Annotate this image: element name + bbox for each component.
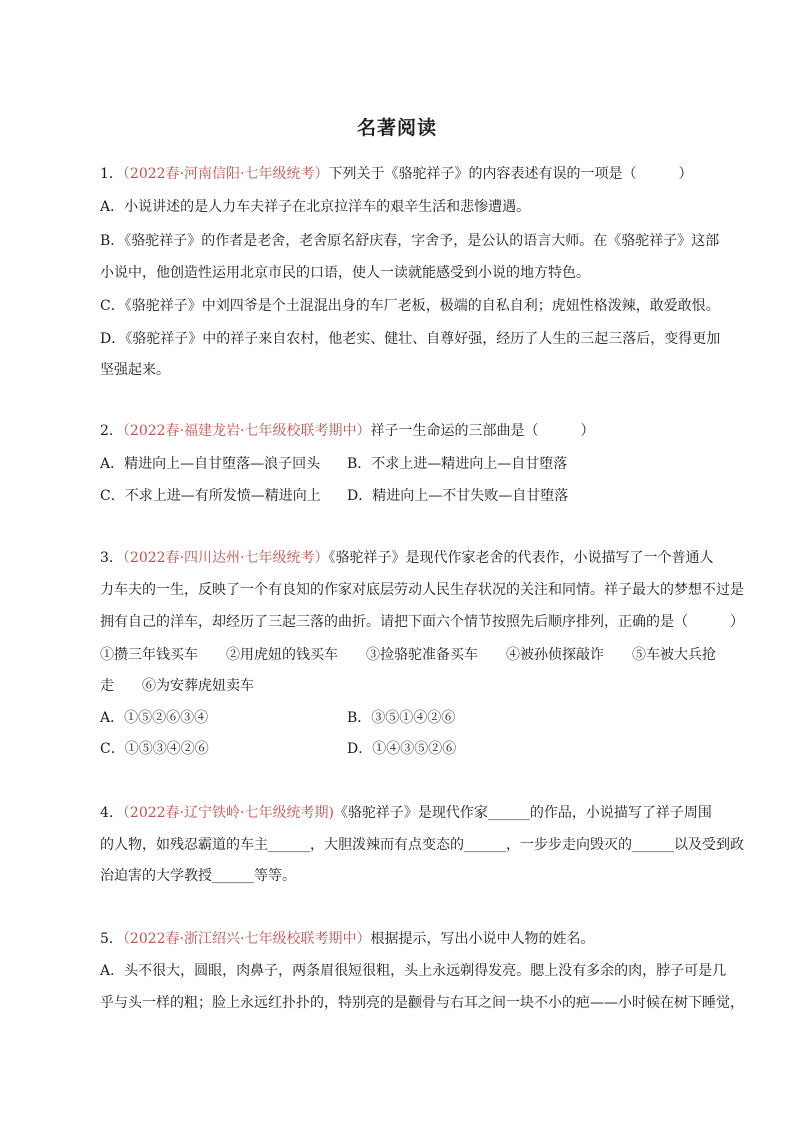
question-3-option-b: B．③⑤①④②⑥	[347, 710, 456, 726]
question-3-items-line1: ①攒三年钱买车 ②用虎妞的钱买车 ③捡骆驼准备买车 ④被孙侦探敲诈 ⑤车被大兵抢	[100, 647, 716, 663]
question-2-option-c: C．不求上进—有所发愤—精进向上	[100, 488, 321, 504]
question-3-stem-line2: 力车夫的一生，反映了一个有良知的作家对底层劳动人民生存状况的关注和同情。祥子最大的梦想不过是	[100, 582, 744, 598]
question-1-option-a: A．小说讲述的是人力车夫祥子在北京拉洋车的艰辛生活和悲惨遭遇。	[100, 199, 531, 215]
question-text: 《骆驼祥子》是现代作家______的作品，小说描写了祥子周围	[333, 805, 712, 821]
question-number: 2．	[100, 423, 123, 439]
question-5-option-a-line1: A．头不很大，圆眼，肉鼻子，两条眉很短很粗，头上永远剃得发亮。腮上没有多余的肉，脖子可是几	[100, 963, 727, 979]
question-5-option-a-line2: 乎与头一样的粗；脸上永远红扑扑的，特别亮的是颧骨与右耳之间一块不小的疤——小时候在树下睡觉，	[100, 995, 744, 1011]
question-3-stem-line1	[100, 549, 713, 567]
question-number: 4．	[100, 805, 123, 821]
question-4-line3: 治迫害的大学教授______等等。	[100, 868, 296, 884]
question-1-option-b-line2: 小说中，他创造性运用北京市民的口语，使人一读就能感受到小说的地方特色。	[100, 265, 590, 281]
page-title: 名著阅读	[356, 117, 437, 139]
question-2-option-a: A．精进向上—自甘堕落—浪子回头	[100, 456, 321, 472]
question-number: 5．	[100, 931, 123, 947]
question-1-option-d-line2: 坚强起来。	[100, 362, 170, 378]
question-source: （2022春·辽宁铁岭·七年级统考期)	[122, 805, 334, 821]
question-text: 《骆驼祥子》是现代作家老舍的代表作，小说描写了一个普通人	[328, 550, 714, 566]
question-1-option-c: C．《骆驼祥子》中刘四爷是个土混混出身的车厂老板，极端的自私自利；虎妞性格泼辣，敢爱敢恨。	[100, 298, 720, 314]
question-5-stem	[100, 930, 594, 948]
question-1-option-b-line1: B．《骆驼祥子》的作者是老舍，老舍原名舒庆春，字舍予，是公认的语言大师。在《骆驼祥子》这部	[100, 233, 720, 249]
question-2-option-d: D．精进向上—不甘失败—自甘堕落	[347, 488, 569, 504]
question-1-stem	[100, 165, 692, 183]
question-source: （2022春·福建龙岩·七年级校联考期中）	[122, 423, 371, 439]
question-text: 下列关于《骆驼祥子》的内容表述有误的一项是（ ）	[328, 166, 693, 182]
question-number: 1．	[100, 166, 123, 182]
question-3-option-c: C．①⑤③④②⑥	[100, 741, 209, 757]
question-3-stem-line3: 拥有自己的洋车，却经历了三起三落的曲折。请把下面六个情节按照先后顺序排列，正确的是（ ）	[100, 614, 744, 630]
question-3-option-d: D．①④③⑤②⑥	[347, 741, 457, 757]
question-3-items-line2: 走 ⑥为安葬虎妞卖车	[100, 678, 254, 694]
question-1-option-d-line1: D．《骆驼祥子》中的祥子来自农村，他老实、健壮、自尊好强，经历了人生的三起三落后，变得更加	[100, 331, 721, 347]
question-source: （2022春·四川达州·七年级统考）	[122, 550, 329, 566]
question-3-option-a: A．①⑤②⑥③④	[100, 710, 209, 726]
question-4-line1	[100, 804, 712, 822]
question-4-line2: 的人物，如残忍霸道的车主______，大胆泼辣而有点变态的______，一步步走向毁灭的______以及受到政	[100, 837, 744, 853]
question-text: 根据提示，写出小说中人物的姓名。	[370, 931, 595, 947]
question-source: （2022春·河南信阳·七年级统考）	[122, 166, 329, 182]
question-source: （2022春·浙江绍兴·七年级校联考期中）	[122, 931, 371, 947]
question-number: 3．	[100, 550, 123, 566]
question-2-stem	[100, 422, 594, 440]
question-2-option-b: B．不求上进—精进向上—自甘堕落	[347, 456, 568, 472]
question-text: 祥子一生命运的三部曲是（ ）	[370, 423, 595, 439]
